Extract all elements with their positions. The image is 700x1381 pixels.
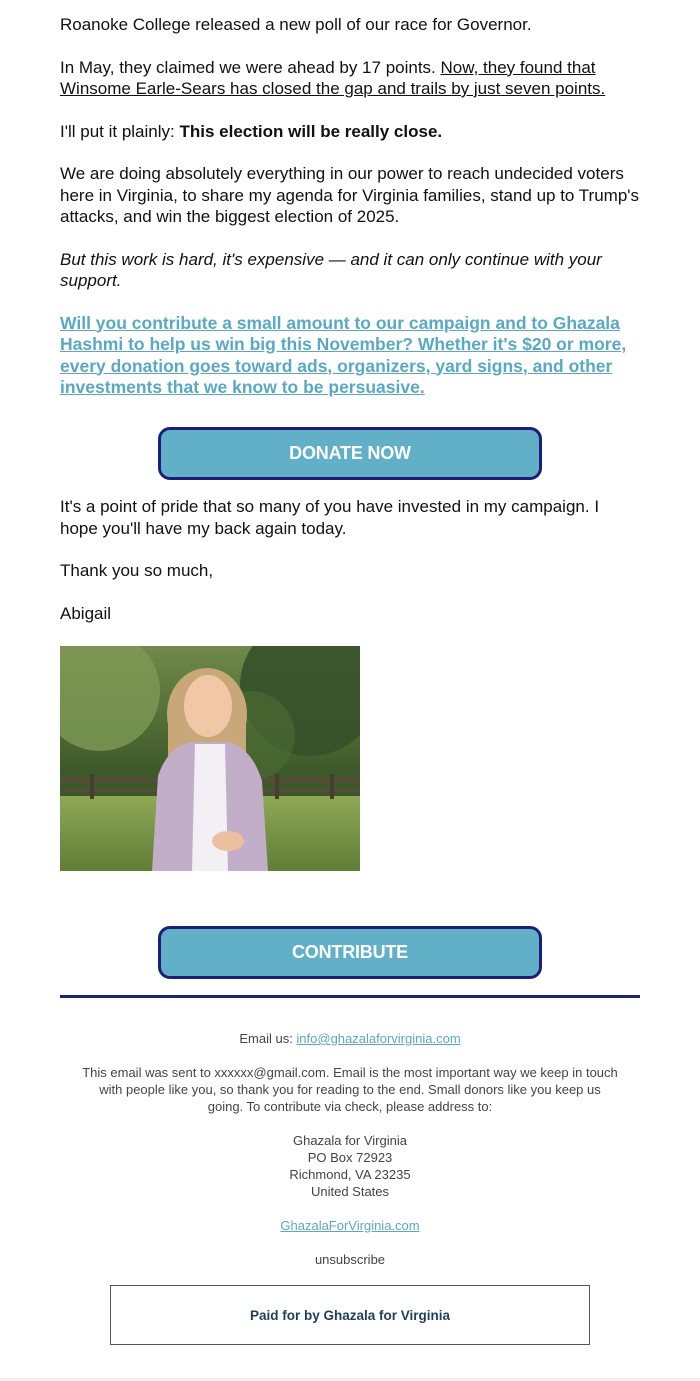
email-footer — [80, 1030, 620, 1285]
may-poll-text: In May, they claimed we were ahead by 17 points. — [60, 57, 441, 77]
support-italic: But this work is hard, it's expensive — and it can only continue with your support. — [60, 249, 602, 290]
donate-now-button[interactable]: DONATE NOW — [158, 427, 542, 480]
contribute-cta-link[interactable]: Will you contribute a small amount to our campaign and to Ghazala Hashmi to help us win big this November? Whether it's $20 or more, every donation goes toward ads, organizers, yard signs, and other investments that we know to be persuasive. — [60, 312, 627, 397]
unsubscribe-link[interactable]: unsubscribe — [314, 1252, 386, 1267]
paid-for-text: Paid for by Ghazala for Virginia — [249, 1307, 451, 1323]
candidate-photo — [60, 646, 360, 871]
footer-website-line — [80, 1217, 620, 1234]
email-body-closing — [60, 496, 640, 645]
address-line: PO Box 72923 — [307, 1150, 393, 1165]
footer-divider — [60, 995, 640, 998]
signature: Abigail — [60, 603, 112, 623]
paragraph-support — [60, 249, 640, 292]
poll-gap-link[interactable]: Now, they found that Winsome Earle-Sears has closed the gap and trails by just seven points. — [60, 57, 606, 98]
paragraph-may-poll — [60, 57, 640, 100]
contribute-button[interactable]: CONTRIBUTE — [158, 926, 542, 979]
email-prefix: Email us: — [239, 1031, 297, 1046]
close-election-bold: This election will be really close. — [179, 121, 443, 141]
contact-email-link[interactable]: info@ghazalaforvirginia.com — [296, 1031, 461, 1046]
footer-email-line — [80, 1030, 620, 1047]
email-body — [60, 14, 640, 423]
paragraph-thanks: Thank you so much, — [60, 561, 214, 580]
address-line: Ghazala for Virginia — [293, 1133, 407, 1148]
footer-notice: This email was sent to xxxxxx@gmail.com. Email is the most important way we keep in touch with people like you, so thank you for reading to the end. Small donors like you keep us going. To contribute via check, please address to: — [82, 1065, 618, 1114]
plainly-text: I'll put it plainly: — [60, 121, 180, 141]
mailing-address — [80, 1132, 620, 1200]
address-line: United States — [310, 1184, 390, 1199]
website-link[interactable]: GhazalaForVirginia.com — [280, 1218, 420, 1233]
address-line: Richmond, VA 23235 — [289, 1167, 411, 1182]
paragraph-plainly — [60, 121, 640, 143]
paragraph-cta — [60, 313, 640, 399]
paragraph-agenda: We are doing absolutely everything in our power to reach undecided voters here in Virginia, to share my agenda for Virginia families, stand up to Trump's attacks, and win the biggest election of 2025. — [60, 164, 640, 226]
paid-for-disclaimer — [110, 1285, 590, 1345]
paragraph-pride: It's a point of pride that so many of you have invested in my campaign. I hope you'll have my back again today. — [60, 497, 600, 538]
paragraph-poll: Roanoke College released a new poll of our race for Governor. — [60, 15, 532, 34]
